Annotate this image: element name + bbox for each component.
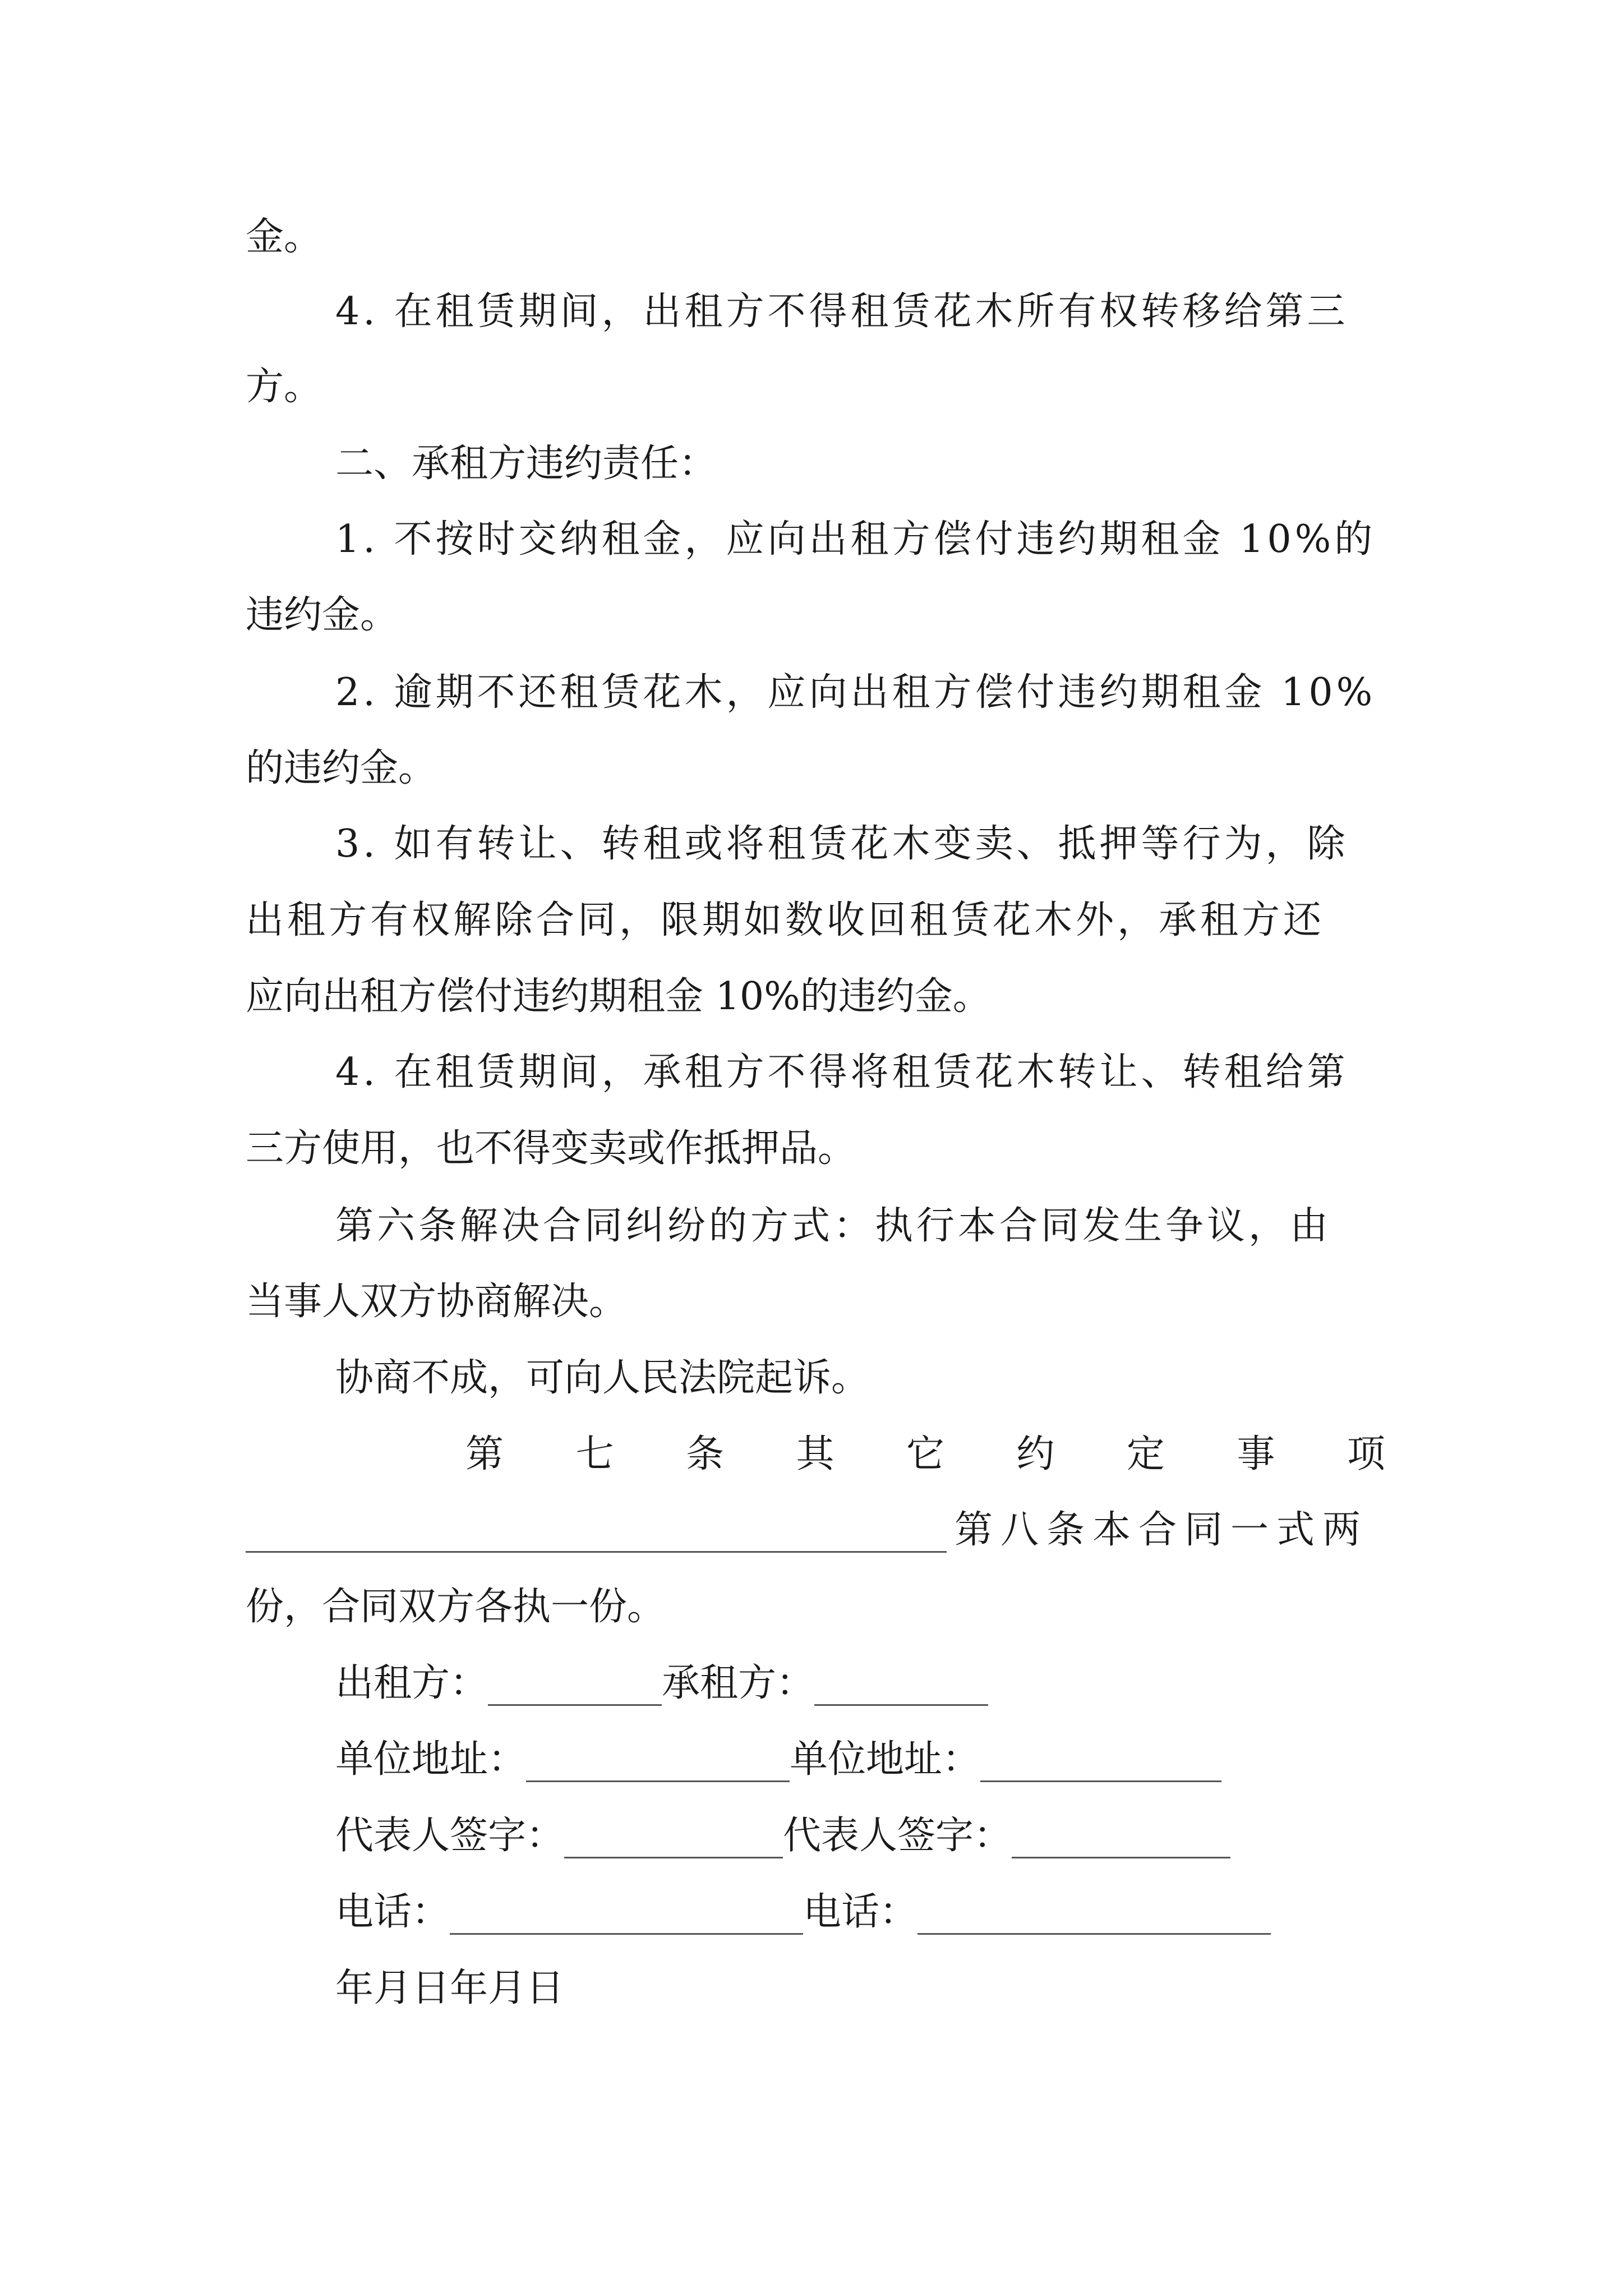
lessor-label: 出租方：: [335, 1661, 488, 1705]
article7-char: 七: [575, 1432, 614, 1476]
address-label: 单位地址：: [335, 1737, 527, 1782]
phone-blank: [450, 1898, 803, 1935]
text-line: 出租方有权解除合同，限期如数收回租赁花木外，承租方还: [246, 898, 1325, 942]
text-line: 4. 在租赁期间，出租方不得租赁花木所有权转移给第三: [335, 289, 1349, 334]
text-line: 2. 逾期不还租赁花木，应向出租方偿付违约期租金 10%: [335, 670, 1376, 715]
party-row: [335, 1661, 988, 1706]
address-blank: [980, 1746, 1221, 1782]
article7-line: [465, 1432, 1385, 1477]
article7-char: 其: [796, 1432, 834, 1476]
representative-row: [335, 1814, 1230, 1858]
address-blank: [526, 1746, 790, 1782]
phone-blank: [917, 1898, 1271, 1935]
article7-char: 定: [1126, 1432, 1165, 1476]
article7-char: 第: [465, 1432, 504, 1476]
article7-char: 条: [685, 1432, 724, 1476]
article7-char: 约: [1016, 1432, 1055, 1476]
address-label: 单位地址：: [790, 1737, 981, 1782]
article8-text: 第八条本合同一式两: [955, 1508, 1369, 1552]
text-line: 当事人双方协商解决。: [246, 1280, 628, 1324]
article7-blank: [246, 1516, 947, 1553]
date-text: 年月日年月日: [335, 1966, 565, 2010]
lessee-blank: [814, 1669, 988, 1706]
address-row: [335, 1737, 1221, 1782]
phone-label: 电话：: [335, 1890, 450, 1934]
representative-label: 代表人签字：: [335, 1814, 565, 1858]
text-line: 金。: [246, 215, 322, 259]
text-line: 4. 在租赁期间，承租方不得将租赁花木转让、转租给第: [335, 1050, 1349, 1094]
phone-label: 电话：: [803, 1890, 918, 1934]
representative-label: 代表人签字：: [783, 1814, 1012, 1858]
article7-char: 项: [1347, 1432, 1385, 1476]
text-line: 份，合同双方各执一份。: [246, 1585, 666, 1629]
text-line: 方。: [246, 365, 322, 409]
lessee-label: 承租方：: [662, 1661, 815, 1705]
article7-char: 事: [1237, 1432, 1275, 1476]
date-row: [335, 1966, 564, 2011]
representative-blank: [564, 1822, 783, 1858]
text-line: 1. 不按时交纳租金，应向出租方偿付违约期租金 10%的: [335, 517, 1376, 562]
text-line: 3. 如有转让、转租或将租赁花木变卖、抵押等行为，除: [335, 822, 1349, 866]
phone-row: [335, 1890, 1271, 1935]
text-line: 三方使用，也不得变卖或作抵押品。: [246, 1126, 856, 1171]
representative-blank: [1012, 1822, 1230, 1858]
text-line: 二、承租方违约责任：: [335, 441, 717, 486]
text-line: 违约金。: [246, 593, 399, 637]
article7-char: 它: [906, 1432, 944, 1476]
lessor-blank: [488, 1669, 662, 1706]
text-line: 应向出租方偿付违约期租金 10%的违约金。: [246, 974, 991, 1019]
article8-line: [246, 1508, 1384, 1553]
text-line: 的违约金。: [246, 746, 437, 790]
text-line: 第六条解决合同纠纷的方式：执行本合同发生争议，由: [335, 1204, 1332, 1248]
text-line: 协商不成，可向人民法院起诉。: [335, 1356, 870, 1400]
